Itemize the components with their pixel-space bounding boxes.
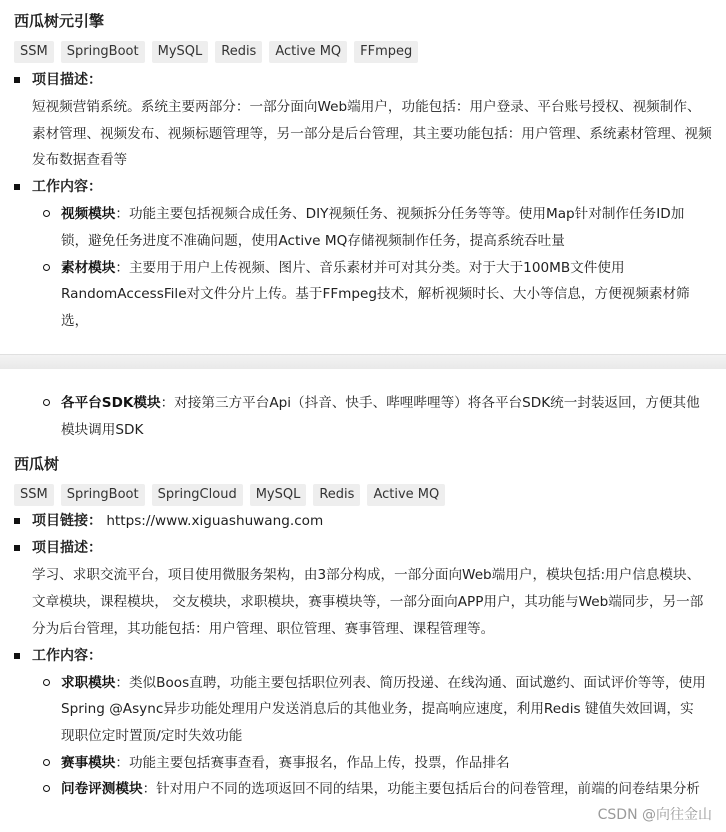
sub-item-contest-module: [0, 750, 726, 777]
sub-item-survey-module: [0, 776, 726, 803]
tech-tags: [14, 41, 726, 63]
module-name: 求职模块: [61, 674, 116, 691]
square-bullet-icon: [14, 653, 20, 659]
tech-tags: [14, 484, 726, 506]
module-name: 问卷评测模块: [61, 781, 143, 798]
list-item-link: [0, 508, 726, 535]
description-text: 短视频营销系统。系统主要两部分：一部分面向Web端用户，功能包括：用户登录、平台账号授权、视频制作、素材管理、视频发布、视频标题管理等，另一部分是后台管理，其主要功能包括：用户管理、系统素材管理、视频发布数据查看等: [32, 99, 712, 169]
module-name: 各平台SDK模块: [61, 395, 161, 411]
module-text: ：对接第三方平台Api（抖音、快手、哔哩哔哩等）将各平台SDK统一封装返回，方便其他模块调用SDK: [61, 395, 700, 438]
page-break-divider: [0, 354, 726, 369]
project-xiguashu-engine: [0, 10, 726, 335]
tech-tag: SpringBoot: [61, 484, 145, 506]
tech-tag: MySQL: [152, 41, 209, 63]
description-label: 项目描述：: [32, 540, 102, 557]
work-label: 工作内容：: [32, 179, 102, 196]
tech-tag: SpringBoot: [61, 41, 145, 63]
module-text: ：类似Boos直聘，功能主要包括职位列表、简历投递、在线沟通、面试邀约、面试评价等等，使用Spring @Async异步功能处理用户发送消息后的其他业务，提高响应速度，利用Redis 键值失效回调，实现职位定时置顶/定时失效功能: [61, 674, 706, 744]
list-item-work: [0, 174, 726, 201]
module-text: ：功能主要包括赛事查看，赛事报名，作品上传，投票，作品排名: [115, 754, 510, 771]
description-label: 项目描述：: [32, 72, 102, 88]
module-name: 素材模块: [61, 259, 116, 276]
square-bullet-icon: [14, 184, 20, 190]
module-name: 赛事模块: [61, 754, 116, 771]
csdn-watermark: CSDN @向往金山: [597, 807, 712, 823]
sub-item-video-module: [0, 201, 726, 254]
project-title: 西瓜树: [14, 455, 60, 474]
module-text: ：功能主要包括视频合成任务、DIY视频任务、视频拆分任务等等。使用Map针对制作任务ID加锁，避免任务进度不准确问题，使用Active MQ存储视频制作任务，提高系统吞吐量: [61, 206, 685, 249]
list-item-description: [0, 67, 726, 94]
project-continuation: [0, 390, 726, 803]
circle-bullet-icon: [43, 264, 50, 271]
square-bullet-icon: [14, 545, 20, 551]
list-item-description: [0, 535, 726, 562]
tech-tag: MySQL: [250, 484, 307, 506]
tech-tag: Active MQ: [367, 484, 445, 506]
module-name: 视频模块: [61, 206, 116, 223]
module-text: ：主要用于用户上传视频、图片、音乐素材并可对其分类。对于大于100MB文件使用RandomAccessFile对文件分片上传。基于FFmpeg技术，解析视频时长、大小等信息，方便视频素材筛选，: [61, 259, 690, 329]
tech-tag: SSM: [14, 484, 54, 506]
circle-bullet-icon: [43, 785, 50, 792]
sub-item-sdk-module: [0, 390, 726, 443]
link-label: 项目链接：: [32, 513, 102, 530]
tech-tag: SSM: [14, 41, 54, 63]
project-title: 西瓜树元引擎: [14, 12, 105, 30]
circle-bullet-icon: [43, 759, 50, 766]
tech-tag: Active MQ: [269, 41, 347, 63]
sub-item-material-module: [0, 255, 726, 335]
circle-bullet-icon: [43, 210, 50, 217]
list-item-work: [0, 643, 726, 670]
square-bullet-icon: [14, 77, 20, 83]
work-label: 工作内容：: [32, 647, 102, 664]
tech-tag: Redis: [215, 41, 262, 63]
tech-tag: SpringCloud: [152, 484, 243, 506]
square-bullet-icon: [14, 518, 20, 524]
tech-tag: Redis: [313, 484, 360, 506]
tech-tag: FFmpeg: [354, 41, 418, 63]
description-text: 学习、求职交流平台，项目使用微服务架构，由3部分构成，一部分面向Web端用户，模块包括:用户信息模块、文章模块，课程模块， 交友模块，求职模块，赛事模块等，一部分面向APP用户，其功能与Web端同步，另一部分为后台管理，其功能包括：用户管理、职位管理、赛事管理、课程管理等。: [32, 567, 704, 637]
circle-bullet-icon: [43, 399, 50, 406]
project-link[interactable]: https://www.xiguashuwang.com: [102, 513, 324, 530]
circle-bullet-icon: [43, 679, 50, 686]
sub-item-job-module: [0, 670, 726, 750]
module-text: ：针对用户不同的选项返回不同的结果，功能主要包括后台的问卷管理，前端的问卷结果分析: [142, 781, 700, 798]
